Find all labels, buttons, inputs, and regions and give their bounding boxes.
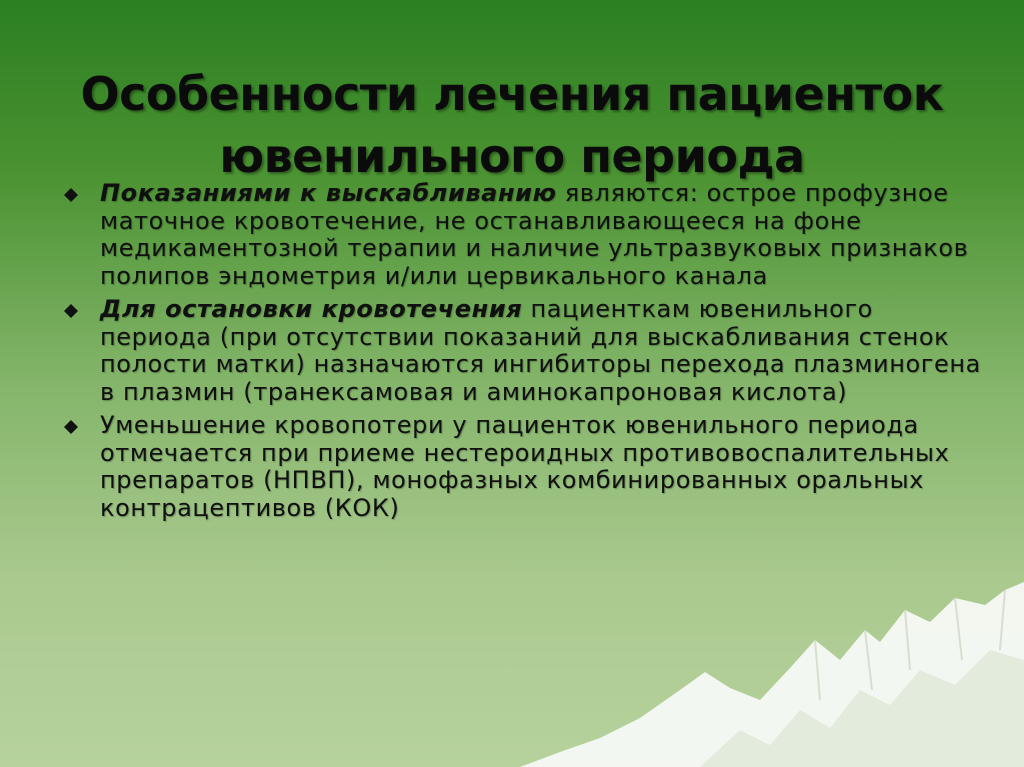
bullet-text: пациенткам ювенильного периода (при отсутствии показаний для выскабливания стенок полости матки) назначаются ингибиторы перехода плазминогена в плазмин (транексамовая и аминокапроновая кислота): [100, 295, 981, 406]
diamond-bullet-icon: [64, 420, 78, 434]
bullet-emphasis: Для остановки кровотечения: [100, 295, 523, 323]
diamond-bullet-icon: [64, 304, 78, 318]
bullet-list: [62, 180, 982, 528]
bullet-item-3: [62, 412, 982, 522]
slide-title-line-1: Особенности лечения пациенток: [80, 66, 944, 121]
slide-title-line-2: ювенильного периода: [219, 128, 805, 183]
bullet-text: являются: острое профузное маточное кровотечение, не останавливающееся на фоне медикаментозной терапии и наличие ультразвуковых признаков полипов эндометрия и/или цервикального канала: [100, 179, 969, 290]
bullet-item-2: [62, 296, 982, 406]
bullet-text: Уменьшение кровопотери у пациенток ювенильного периода отмечается при приеме нестероидных противовоспалительных препаратов (НПВП), монофазных комбинированных оральных контрацептивов (КОК): [100, 411, 950, 522]
bullet-emphasis: Показаниями к выскабливанию: [100, 179, 557, 207]
diamond-bullet-icon: [64, 188, 78, 202]
bullet-item-1: [62, 180, 982, 290]
slide-title: [0, 63, 1024, 187]
